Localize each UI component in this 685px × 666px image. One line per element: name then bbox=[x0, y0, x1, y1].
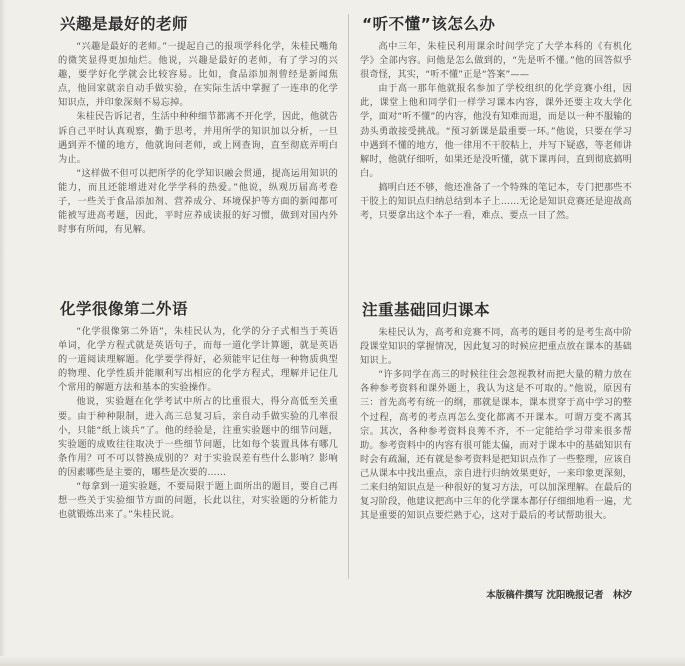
article-interest bbox=[58, 14, 338, 237]
page-bottom-edge bbox=[0, 656, 685, 666]
article-title: “听不懂”该怎么办 bbox=[362, 15, 496, 33]
article-paragraph: “这样做不但可以把所学的化学知识融会贯通，提高运用知识的能力，而且还能增进对化学学科的热爱。”他说，纵观历届高考卷子，一些关于食品添加剂、营养成分、环境保护等方面的新闻都可能被写进高考题，因此，平时应养成读报的好习惯，做到对国内外时事有所闻，有见解。 bbox=[58, 167, 338, 236]
article-body bbox=[58, 40, 338, 237]
article-title: 兴趣是最好的老师 bbox=[60, 15, 189, 33]
article-paragraph: 朱桂民认为，高考和竞赛不同，高考的题目考的是考生高中阶段课堂知识的掌握情况，因此复习的时候应把重点放在课本的基础知识上。 bbox=[360, 327, 632, 367]
article-body bbox=[58, 325, 338, 522]
article-second-language bbox=[58, 299, 338, 522]
article-paragraph: “许多同学在高三的时候往往会忽视教材而把大量的精力放在各种参考资料和课外题上，我认为这是不可取的。”他说，原因有三：首先高考有统一的纲，那就是课本，课本贯穿于高中学习的整个过程，高考的考点再怎么变化都离不开课本。可谓万变不离其宗。其次，各种参考资料良莠不齐，不一定能给学习带来很多帮助。参考资料中的内容有很可能太偏，而对于课本中的基础知识有时会有疏漏，还有就是参考资料是把知识点作了一些整理，应该自己从课本中找出重点，亲自进行归纳效果更好，一来印象更深刻，二来归纳知识点是一种很好的复习方法，可以加深理解。在最后的复习阶段，他建议把高中三年的化学课本都仔仔细细地看一遍，尤其是重要的知识点要烂熟于心，这对于最后的考试帮助很大。 bbox=[360, 369, 632, 522]
article-paragraph: 高中三年，朱桂民利用课余时间学完了大学本科的《有机化学》全部内容。问他是怎么做到的，“先是听不懂。”他的回答似乎很奇怪，其实，“听不懂”正是“答案”—— bbox=[360, 41, 632, 81]
article-paragraph: 搞明白还不够，他还准备了一个特殊的笔记本，专门把那些不干胶上的知识点归纳总结到本子上……无论是知识竞赛还是迎战高考，只要拿出这个本子一看，难点、要点一目了然。 bbox=[360, 181, 632, 222]
article-body bbox=[360, 326, 632, 523]
article-paragraph: 由于高一那年他就报名参加了学校组织的化学竞赛小组，因此，课堂上他和同学们一样学习课本内容，课外还要主攻大学化学，面对“听不懂”的内容，他没有知难而退，而是以一种不服输的劲头勇敢接受挑战。“预习新课是最重要一环。”他说，只要在学习中遇到不懂的地方，他一律用不干胶粘上，并写下疑惑，等老师讲解时，他就仔细听，如果还是没听懂，就下课再问，直到彻底搞明白。 bbox=[360, 83, 632, 179]
article-paragraph: “每拿到一道实验题，不要局限于题上面所出的题目，要自己再想一些关于实验细节方面的问题，长此以往，对实验题的分析能力也就锻炼出来了。”朱桂民说。 bbox=[58, 481, 338, 521]
article-title: 注重基础回归课本 bbox=[362, 301, 491, 319]
article-paragraph: 朱桂民告诉记者，生活中种种细节都离不开化学，因此，他就告诉自己平时认真观察，勤于思考，并用所学的知识加以分析，一旦遇到弄不懂的地方，他就询问老师，或上网查询，直至彻底弄明白为止。 bbox=[58, 111, 338, 165]
article-dont-understand bbox=[360, 14, 632, 223]
page-left-edge bbox=[0, 0, 6, 666]
article-paragraph: “兴趣是最好的老师。”一提起自己的报项学科化学，朱桂民嘴角的微笑显得更加灿烂。他说，兴趣是最好的老师，有了学习的兴趣，要学好化学就会比较容易。比如，食品添加剂曾经是新闻焦点，他回家就亲自动手做实验，在实际生活中掌握了一连串的化学知识点，并印象深刻不易忘掉。 bbox=[58, 41, 338, 109]
article-paragraph: 他说，实验题在化学考试中所占的比重很大，得分高低至关重要。由于种种限制，进入高三总复习后，亲自动手做实验的几率很小，只能“纸上谈兵”了。他的经验是，注重实验题中的细节问题，实验题的成败往往取决于一些细节问题，比如每个装置具体有哪几条作用？可不可以替换成别的？对于实验误差有些什么影响？影响的因素哪些是主要的，哪些是次要的…… bbox=[58, 396, 338, 478]
column-divider bbox=[348, 14, 349, 579]
article-body bbox=[360, 40, 632, 223]
article-back-to-basics bbox=[360, 300, 632, 523]
byline: 本版稿件撰写 沈阳晚报记者 林汐 bbox=[486, 590, 632, 601]
article-paragraph: “化学很像第二外语”，朱桂民认为，化学的分子式相当于英语单词，化学方程式就是英语句子，而每一道化学计算题，就是英语的一道阅读理解题。化学要学得好，必须能牢记住每一种物质典型的物理、化学性质并能顺利写出相应的化学方程式，理解并记住几个常用的解题方法和基本的实验操作。 bbox=[58, 326, 338, 394]
article-title: 化学很像第二外语 bbox=[60, 300, 189, 318]
